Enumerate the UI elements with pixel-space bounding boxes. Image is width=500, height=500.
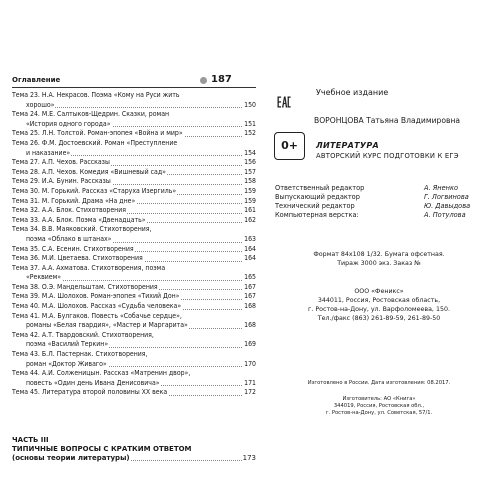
toc-entry-text: Тема 31. М. Горький. Драма «На дне» [12, 196, 136, 205]
toc-entry [12, 187, 256, 197]
toc-entry-text: романы «Белая гвардия», «Мастер и Маргарита» [12, 321, 189, 329]
toc-entry-text: роман «Доктор Живаго» [12, 360, 108, 368]
toc-entry [12, 340, 256, 350]
toc-entry [12, 292, 256, 302]
toc-entry-page: 169 [244, 340, 256, 349]
toc-entry [12, 245, 256, 255]
toc-entry-page: 154 [244, 148, 256, 157]
toc-entry [12, 350, 256, 360]
header-rule [12, 87, 256, 88]
toc-entry [12, 331, 256, 341]
toc-entry [12, 149, 256, 159]
toc-entry [12, 91, 256, 101]
toc-entry-page: 164 [244, 254, 256, 263]
publisher-info [264, 287, 494, 323]
credit-row [275, 211, 490, 220]
credit-name: Г. Логвинова [424, 193, 469, 201]
toc-entry-text: Тема 40. М.А. Шолохов. Рассказ «Судьба человека» [12, 302, 182, 311]
toc-entry [12, 177, 256, 187]
manufacturer-line: г. Ростов-на-Дону, ул. Советская, 57/1. [325, 409, 433, 416]
toc-entry-text: Тема 29. И.А. Бунин. Рассказы [12, 177, 111, 186]
toc-entry [12, 120, 256, 130]
toc-entry [12, 302, 256, 312]
toc-list [12, 91, 256, 398]
toc-entry-text: Тема 44. А.И. Солженицын. Рассказ «Матренин двор», [12, 369, 191, 378]
toc-entry-page: 161 [244, 206, 256, 215]
toc-entry [12, 369, 256, 379]
bullet-icon [200, 77, 207, 84]
toc-entry [12, 158, 256, 168]
book-title: ЛИТЕРАТУРА [316, 141, 379, 150]
toc-entry-page: 170 [244, 359, 256, 368]
toc-entry-text: поэма «Облако в штанах» [12, 235, 112, 243]
toc-entry [12, 379, 256, 389]
toc-entry-page: 157 [244, 167, 256, 176]
part3-label: ЧАСТЬ III [12, 436, 49, 444]
toc-entry-page: 162 [244, 215, 256, 224]
section-title: Оглавление [12, 76, 61, 84]
toc-entry-text: Тема 42. А.Т. Твардовский. Стихотворения, [12, 330, 154, 339]
toc-entry [12, 388, 256, 398]
toc-entry [12, 360, 256, 370]
credit-row [275, 202, 490, 211]
toc-entry-text: «Реквием» [12, 273, 62, 281]
toc-entry-text: Тема 37. А.А. Ахматова. Стихотворения, поэма [12, 263, 166, 272]
toc-entry [12, 273, 256, 283]
credit-role: Технический редактор [275, 202, 355, 210]
made-in-info: Изготовлено в России. Дата изготовления: 08.2017. [307, 380, 451, 386]
toc-entry [12, 264, 256, 274]
toc-entry-page: 158 [244, 177, 256, 186]
credit-name: А. Яненко [424, 184, 458, 192]
toc-entry-page: 168 [244, 321, 256, 330]
toc-entry [12, 206, 256, 216]
toc-entry-text: Тема 34. В.В. Маяковский. Стихотворения, [12, 225, 152, 234]
toc-entry-page: 172 [244, 388, 256, 397]
book-subtitle: АВТОРСКИЙ КУРС ПОДГОТОВКИ К ЕГЭ [316, 152, 459, 160]
toc-entry-page: 159 [244, 186, 256, 195]
eac-mark-icon [277, 96, 291, 108]
credit-row [275, 193, 490, 202]
toc-entry-text: Тема 27. А.П. Чехов. Рассказы [12, 158, 110, 167]
toc-entry-text: повесть «Один день Ивана Денисовича» [12, 379, 161, 387]
toc-entry-text: Тема 28. А.П. Чехов. Комедия «Вишневый сад» [12, 167, 166, 176]
toc-entry-page: 152 [244, 129, 256, 138]
toc-entry-page: 156 [244, 158, 256, 167]
publisher-line: 344011, Россия, Ростовская область, [317, 297, 441, 304]
toc-entry-text: Тема 36. М.И. Цветаева. Стихотворения [12, 254, 143, 263]
toc-entry-text: поэма «Василий Теркин» [12, 340, 109, 348]
toc-entry-page: 151 [244, 119, 256, 128]
toc-entry [12, 101, 256, 111]
toc-entry-text: Тема 45. Литература второй половины XX века [12, 388, 168, 397]
toc-entry-page: 164 [244, 244, 256, 253]
toc-entry [12, 139, 256, 149]
manufacturer-line: Изготовитель: АО «Книга» [342, 396, 416, 402]
credit-role: Выпускающий редактор [275, 193, 360, 201]
toc-entry-text: Тема 23. Н.А. Некрасов. Поэма «Кому на Руси жить [12, 91, 180, 99]
toc-entry-text: Тема 43. Б.Л. Пастернак. Стихотворения, [12, 350, 148, 359]
part3-subtitle-row [12, 454, 256, 463]
toc-entry [12, 321, 256, 331]
format-line: Тираж 3000 экз. Заказ № [337, 260, 421, 267]
toc-entry-text: Тема 39. М.А. Шолохов. Роман-эпопея «Тихий Дон» [12, 292, 180, 301]
toc-entry-text: Тема 32. А.А. Блок. Стихотворения [12, 206, 126, 215]
toc-entry-text: Тема 25. Л.Н. Толстой. Роман-эпопея «Война и мир» [12, 129, 183, 138]
part3-subtitle: (основы теории литературы) [12, 454, 130, 462]
manufacturer-info [264, 396, 494, 416]
toc-entry-page: 167 [244, 282, 256, 291]
author-name: ВОРОНЦОВА Татьяна Владимировна [314, 116, 461, 125]
toc-entry-page: 165 [244, 273, 256, 282]
toc-entry [12, 216, 256, 226]
toc-entry-text: Тема 35. С.А. Есенин. Стихотворения [12, 244, 134, 253]
print-format [264, 250, 494, 268]
toc-entry [12, 254, 256, 264]
publisher-line: ООО «Феникс» [354, 288, 404, 295]
edition-label: Учебное издание [316, 88, 389, 97]
toc-entry-page: 163 [244, 234, 256, 243]
toc-header [12, 74, 256, 88]
toc-entry [12, 225, 256, 235]
credit-name: Ю. Давыдова [424, 202, 471, 210]
toc-entry [12, 197, 256, 207]
toc-entry [12, 312, 256, 322]
toc-entry-text: Тема 38. О.Э. Мандельштам. Стихотворения [12, 282, 158, 291]
toc-entry-page: 159 [244, 196, 256, 205]
toc-entry-page: 167 [244, 292, 256, 301]
part3-page: 173 [242, 454, 256, 462]
toc-entry-text: и наказание» [12, 149, 71, 157]
format-line: Формат 84x108 1/32. Бумага офсетная. [313, 251, 445, 258]
toc-entry-page: 171 [244, 378, 256, 387]
credit-row [275, 184, 490, 193]
manufacturer-line: 344019, Россия, Ростовская обл., [333, 402, 425, 409]
toc-entry-text: Тема 41. М.А. Булгаков. Повесть «Собачье сердце», [12, 311, 182, 320]
part3-title: ТИПИЧНЫЕ ВОПРОСЫ С КРАТКИМ ОТВЕТОМ [12, 445, 192, 453]
publisher-line: Тел./факс (863) 261-89-59, 261-89-50 [317, 315, 441, 322]
toc-entry [12, 168, 256, 178]
toc-entry-text: «История одного города» [12, 120, 112, 128]
publisher-line: г. Ростов-на-Дону, ул. Варфоломеева, 150. [308, 306, 450, 313]
part3-entry [12, 436, 256, 463]
toc-entry-page: 168 [244, 302, 256, 311]
toc-entry-text: Тема 24. М.Е. Салтыков-Щедрин. Сказки, роман [12, 110, 170, 119]
credit-role: Компьютерная верстка: [275, 211, 359, 219]
age-rating-badge: 0+ [274, 132, 305, 160]
toc-entry [12, 110, 256, 120]
credit-name: А. Потулова [424, 211, 466, 219]
toc-entry-text: Тема 33. А.А. Блок. Поэма «Двенадцать» [12, 215, 146, 224]
toc-entry-text: хорошо» [12, 101, 55, 109]
toc-entry-page: 150 [244, 100, 256, 109]
toc-entry-text: Тема 26. Ф.М. Достоевский. Роман «Преступление [12, 138, 178, 147]
toc-entry [12, 235, 256, 245]
toc-entry-text: Тема 30. М. Горький. Рассказ «Старуха Изергиль» [12, 186, 177, 195]
toc-entry [12, 129, 256, 139]
page-number: 187 [211, 74, 232, 85]
credits-list [275, 184, 490, 220]
credit-role: Ответственный редактор [275, 184, 365, 192]
